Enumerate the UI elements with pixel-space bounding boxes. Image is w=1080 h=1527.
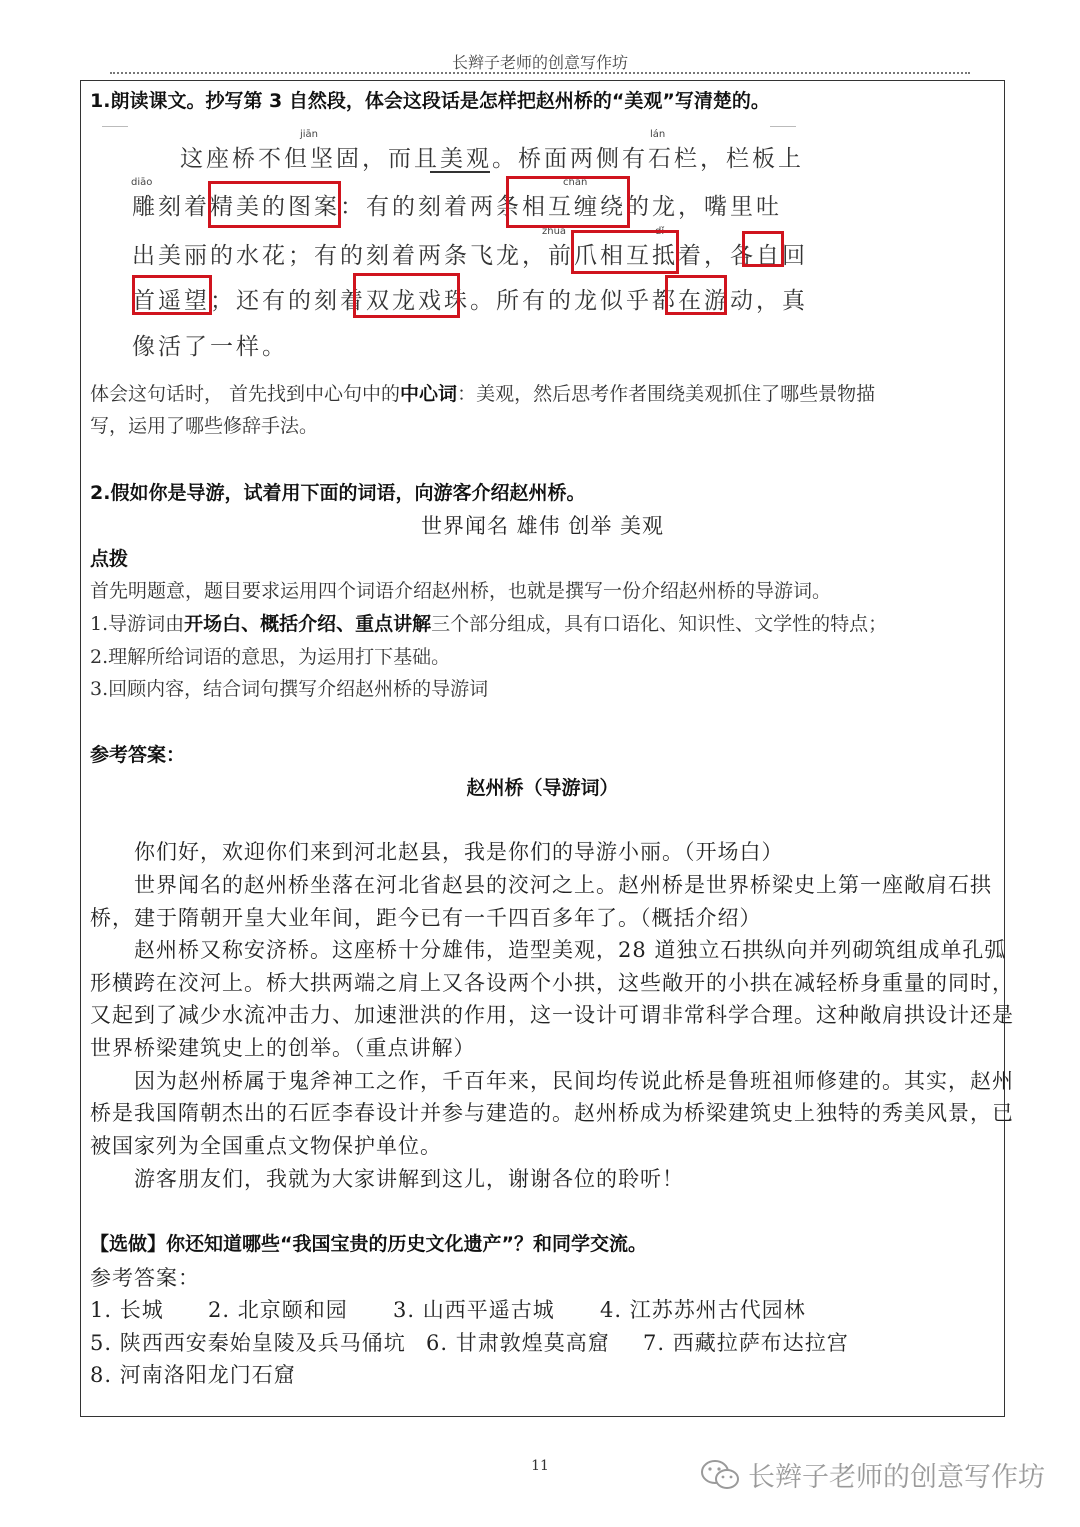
heritage-item: 6. 甘肃敦煌莫高窟 <box>426 1331 610 1355</box>
answer-paragraph-line: 桥是我国隋朝杰出的石匠李春设计并参与建造的。赵州桥成为桥梁建筑史上独特的秀美风景，已 <box>90 1101 1014 1125</box>
content-frame <box>80 80 1005 1417</box>
optional-title: 【选做】你还知道哪些“我国宝贵的历史文化遗产”？和同学交流。 <box>90 1233 647 1255</box>
highlight-box-shuanglong-xizhu <box>353 273 460 318</box>
watermark-text: 长辫子老师的创意写作坊 <box>748 1462 1045 1493</box>
decor-tick <box>102 126 128 127</box>
hint-intro: 首先明题意，题目要求运用四个词语介绍赵州桥，也就是撰写一份介绍赵州桥的导游词。 <box>90 580 832 602</box>
decor-tick <box>770 126 796 127</box>
q1-note-line-1: 体会这句话时， 首先找到中心句中的中心词：美观，然后思考作者围绕美观抓住了哪些景物描 <box>90 383 876 405</box>
header-divider <box>110 72 970 74</box>
pinyin-di: dǐ <box>655 226 665 237</box>
passage-line: 这座桥不但坚固，而且美观。桥面两侧有石栏，栏板上 <box>180 146 804 172</box>
highlight-box-xianghu-dizhe <box>571 230 679 274</box>
highlight-box-hui <box>742 231 784 267</box>
question-1-title: 1.朗读课文。抄写第 3 自然段，体会这段话是怎样把赵州桥的“美观”写清楚的。 <box>90 90 770 112</box>
answer-paragraph-line: 你们好，欢迎你们来到河北赵县，我是你们的导游小丽。（开场白） <box>134 840 784 864</box>
heritage-item: 3. 山西平遥古城 <box>393 1298 555 1322</box>
answer-paragraph-line: 赵州桥又称安济桥。这座桥十分雄伟，造型美观，28 道独立石拱纵向并列砌筑组成单孔弧 <box>134 938 1007 962</box>
answer-paragraph-line: 世界桥梁建筑史上的创举。（重点讲解） <box>90 1036 476 1060</box>
pinyin-chan: chán <box>563 177 588 188</box>
wechat-icon <box>700 1459 740 1491</box>
hint-item-3: 3.回顾内容，结合词句撰写介绍赵州桥的导游词 <box>90 678 489 700</box>
passage-line: 出美丽的水花；有的刻着两条飞龙，前爪相互抵着，各自回 <box>132 243 808 269</box>
given-words: 世界闻名 雄伟 创举 美观 <box>420 514 665 538</box>
page-number: 11 <box>531 1458 549 1474</box>
answer-title: 赵州桥（导游词） <box>466 777 619 799</box>
optional-answer-label: 参考答案： <box>90 1266 200 1290</box>
answer-paragraph-line: 又起到了减少水流冲击力、加速泄洪的作用，这一设计可谓非常科学合理。这种敞肩拱设计还是 <box>90 1003 1014 1027</box>
answer-paragraph-line: 被国家列为全国重点文物保护单位。 <box>90 1134 442 1158</box>
highlight-box-shou-yaowang <box>132 275 212 315</box>
hint-title: 点拨 <box>90 548 129 570</box>
pinyin-jian: jiān <box>300 129 319 140</box>
heritage-item: 7. 西藏拉萨布达拉宫 <box>643 1331 849 1355</box>
hint-item-2: 2.理解所给词语的意思，为运用打下基础。 <box>90 646 451 668</box>
underline-meiguan <box>430 171 490 173</box>
highlight-box-xianghu-chanrao <box>506 176 630 228</box>
answer-label: 参考答案： <box>90 744 186 766</box>
passage-line: 雕刻着精美的图案：有的刻着两条相互缠绕的龙，嘴里吐 <box>132 194 782 220</box>
heritage-item: 2. 北京颐和园 <box>208 1298 348 1322</box>
watermark <box>700 1455 1045 1494</box>
answer-paragraph-line: 形横跨在洨河上。桥大拱两端之肩上又各设两个小拱，这些敞开的小拱在减轻桥身重量的同时， <box>90 971 1014 995</box>
question-2-title: 2.假如你是导游，试着用下面的词语，向游客介绍赵州桥。 <box>90 482 586 504</box>
answer-paragraph-line: 桥，建于隋朝开皇大业年间，距今已有一千四百多年了。（概括介绍） <box>90 906 762 930</box>
highlight-box-jingmei-de-tuan <box>208 181 341 228</box>
answer-paragraph-line: 游客朋友们，我就为大家讲解到这儿，谢谢各位的聆听！ <box>134 1167 684 1191</box>
heritage-item: 5. 陕西西安秦始皇陵及兵马俑坑 <box>90 1331 406 1355</box>
pinyin-diao: diāo <box>131 177 153 188</box>
q1-note-line-2: 写，运用了哪些修辞手法。 <box>90 415 319 437</box>
heritage-item: 8. 河南洛阳龙门石窟 <box>90 1363 296 1387</box>
pinyin-lan: lán <box>650 129 666 140</box>
answer-paragraph-line: 世界闻名的赵州桥坐落在河北省赵县的洨河之上。赵州桥是世界桥梁史上第一座敞肩石拱 <box>134 873 992 897</box>
passage-line: 像活了一样。 <box>132 334 288 360</box>
answer-paragraph-line: 因为赵州桥属于鬼斧神工之作，千百年来，民间均传说此桥是鲁班祖师修建的。其实，赵州 <box>134 1069 1014 1093</box>
pinyin-zhua: zhuǎ <box>542 226 567 237</box>
keyword-central-word: 中心词 <box>400 383 458 405</box>
page-header: 长辫子老师的创意写作坊 <box>451 53 628 72</box>
heritage-item: 1. 长城 <box>90 1298 164 1322</box>
highlight-box-youdong <box>665 275 727 315</box>
heritage-item: 4. 江苏苏州古代园林 <box>600 1298 806 1322</box>
hint-item-1: 1.导游词由开场白、概括介绍、重点讲解三个部分组成，具有口语化、知识性、文学性的特点； <box>90 613 888 635</box>
passage-line: 首遥望；还有的刻着双龙戏珠。所有的龙似乎都在游动，真 <box>132 288 808 314</box>
